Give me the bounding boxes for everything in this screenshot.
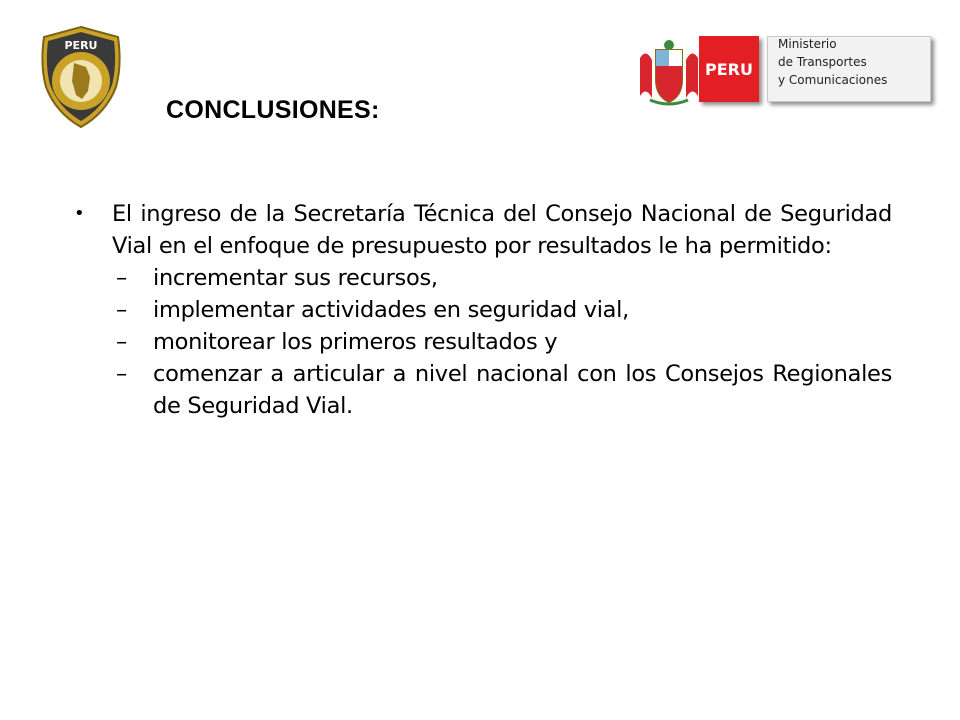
ministry-line-1: Ministerio — [778, 37, 837, 51]
coat-of-arms-icon — [636, 38, 702, 106]
peru-brand-box — [699, 36, 759, 102]
ministry-name-box — [767, 36, 931, 102]
ministry-line-2: de Transportes — [778, 55, 867, 69]
dash-symbol: – — [116, 265, 127, 291]
sub-item-text: monitorear los primeros resultados y — [153, 329, 558, 355]
sub-item-text: incrementar sus recursos, — [153, 265, 438, 291]
ministry-line-3: y Comunicaciones — [778, 73, 888, 87]
svg-text:PERU: PERU — [64, 39, 98, 52]
sub-item-text: implementar actividades en seguridad vial, — [153, 297, 629, 323]
sub-item — [72, 358, 892, 422]
dash-symbol: – — [116, 361, 127, 387]
svg-text:1996: 1996 — [74, 111, 88, 117]
sub-item — [72, 262, 892, 294]
sub-item — [72, 294, 892, 326]
council-badge-icon — [38, 25, 124, 129]
main-bullet-text: El ingreso de la Secretaría Técnica del Consejo Nacional de Seguridad Vial en el enfoque de presupuesto por resultados le ha permitido: — [112, 201, 892, 259]
sub-item-text: comenzar a articular a nivel nacional con los Consejos Regionales de Seguridad Vial. — [153, 361, 892, 419]
slide-body — [72, 198, 892, 422]
slide-title: CONCLUSIONES: — [166, 96, 380, 124]
council-badge-logo — [38, 25, 124, 129]
dash-symbol: – — [116, 329, 127, 355]
peru-label: PERU — [705, 59, 753, 79]
main-bullet — [72, 198, 892, 262]
bullet-symbol: • — [74, 203, 85, 224]
sub-item — [72, 326, 892, 358]
dash-symbol: – — [116, 297, 127, 323]
